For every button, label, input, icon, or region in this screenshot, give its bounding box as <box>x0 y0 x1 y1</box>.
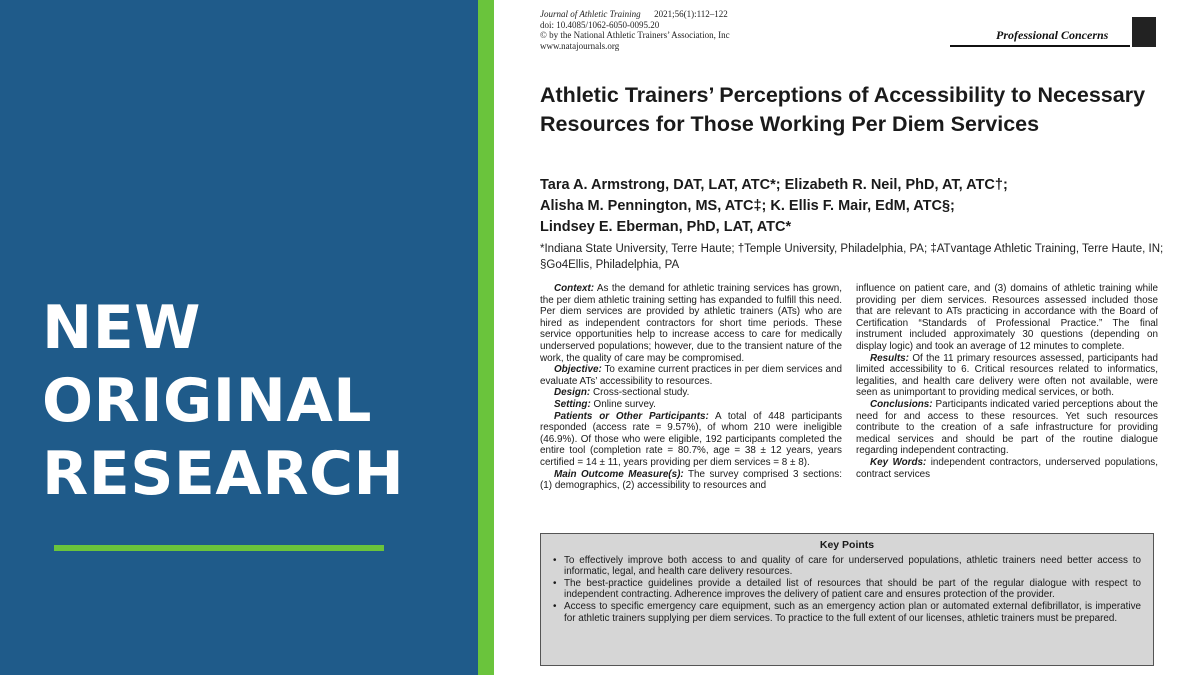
bullet-icon: • <box>553 600 557 612</box>
journal-citation: 2021;56(1):112–122 <box>654 9 728 19</box>
bullet-icon: • <box>553 577 557 589</box>
abstract-keywords: Key Words: independent contractors, underserved populations, contract services <box>856 456 1158 480</box>
banner-underline <box>54 545 384 551</box>
abstract-outcome: Main Outcome Measure(s): The survey comprised 3 sections: (1) demographics, (2) accessibility to resources and <box>540 468 842 492</box>
section-marker-box <box>1132 17 1156 47</box>
banner-line-original: ORIGINAL <box>42 366 372 436</box>
green-divider-bar <box>478 0 494 675</box>
abstract-results: Results: Of the 11 primary resources assessed, participants had limited accessibility to 6. Critical resources related to informatics, legalities, and health care delivery were often not available, were seen as unimportant to providing medical services, or both. <box>856 352 1158 399</box>
bullet-icon: • <box>553 554 557 566</box>
banner-title <box>42 292 404 511</box>
abstract-column-left <box>540 283 842 492</box>
banner-panel <box>0 0 478 675</box>
key-points-box <box>540 533 1154 666</box>
journal-copyright: © by the National Athletic Trainers’ Association, Inc <box>540 30 730 40</box>
abstract-outcome-continued: influence on patient care, and (3) domains of athletic training while providing per diem services. Resources assessed included those that are relevant to ATs practicing in accordance with the Board of Certification “Standards of Professional Practice.” The final instrument included approximately 30 questions (depending on display logic) and took an average of 12 minutes to complete. <box>856 283 1158 352</box>
abstract-column-right <box>856 283 1158 480</box>
section-rule <box>950 45 1130 47</box>
affiliations: *Indiana State University, Terre Haute; †Temple University, Philadelphia, PA; ‡ATvantage Athletic Training, Terre Haute, IN; §Go4Ellis, Philadelphia, PA <box>540 243 1164 271</box>
key-point-item: • The best-practice guidelines provide a detailed list of resources that should be part of the regular dialogue with respect to independent contracting. Adherence improves the delivery of patient care and ensures protection of the provider. <box>553 577 1141 601</box>
abstract-participants: Patients or Other Participants: A total of 448 participants responded (access rate = 9.57%), of whom 210 were ineligible (46.9%). Of those who were eligible, 192 participants completed the entire tool (completion rate = 80.7%, age = 38 ± 12 years, years certified = 14 ± 11, years providing per diem services = 8 ± 8). <box>540 410 843 468</box>
journal-name: Journal of Athletic Training <box>540 9 641 19</box>
key-points-title: Key Points <box>819 539 875 551</box>
key-point-item: • To effectively improve both access to and quality of care for underserved populations, athletic trainers need better access to informatic, legal, and health care delivery resources. <box>553 554 1141 578</box>
abstract-context: Context: As the demand for athletic training services has grown, the per diem athletic training setting has expanded to fulfill this need. Per diem services are provided by athletic trainers (ATs) who are hired as independent contractors for short time periods. These service opportunities help to increase access to care for medically underserved populations; however, due to the transient nature of the work, the quality of care may be compromised. <box>540 283 842 364</box>
article-title: Athletic Trainers’ Perceptions of Accessibility to Necessary Resources for Those Working Per Diem Services <box>540 83 1146 136</box>
key-points-list <box>553 555 1141 625</box>
section-label: Professional Concerns <box>996 28 1109 42</box>
journal-meta <box>540 9 730 51</box>
author-line: Alisha M. Pennington, MS, ATC‡; K. Ellis F. Mair, EdM, ATC§; <box>540 198 955 214</box>
author-list <box>540 175 1160 238</box>
journal-url: www.natajournals.org <box>540 40 620 51</box>
key-point-item: • Access to specific emergency care equipment, such as an emergency action plan or automated external defibrillator, is imperative for athletic trainers supplying per diem services. To practice to the full extent of our licenses, athletic trainers must be prepared. <box>553 600 1141 624</box>
author-line: Tara A. Armstrong, DAT, LAT, ATC*; Elizabeth R. Neil, PhD, AT, ATC†; <box>540 177 1008 193</box>
abstract-conclusions: Conclusions: Participants indicated varied perceptions about the need for and access to these resources. Yet such resources contribute to the creation of a safe infrastructure for providing medical services and should be part of the routine dialogue regarding independent contracting. <box>856 398 1158 457</box>
author-line: Lindsey E. Eberman, PhD, LAT, ATC* <box>540 219 792 235</box>
article-page <box>494 0 1200 675</box>
banner-line-research: RESEARCH <box>42 439 405 509</box>
abstract-setting: Setting: Online survey. <box>554 398 656 410</box>
journal-doi: doi: 10.4085/1062-6050-0095.20 <box>540 19 660 30</box>
abstract-objective: Objective: To examine current practices in per diem services and evaluate ATs’ accessibility to resources. <box>540 364 842 387</box>
banner-line-new: NEW <box>42 293 201 363</box>
abstract-design: Design: Cross-sectional study. <box>554 387 690 399</box>
